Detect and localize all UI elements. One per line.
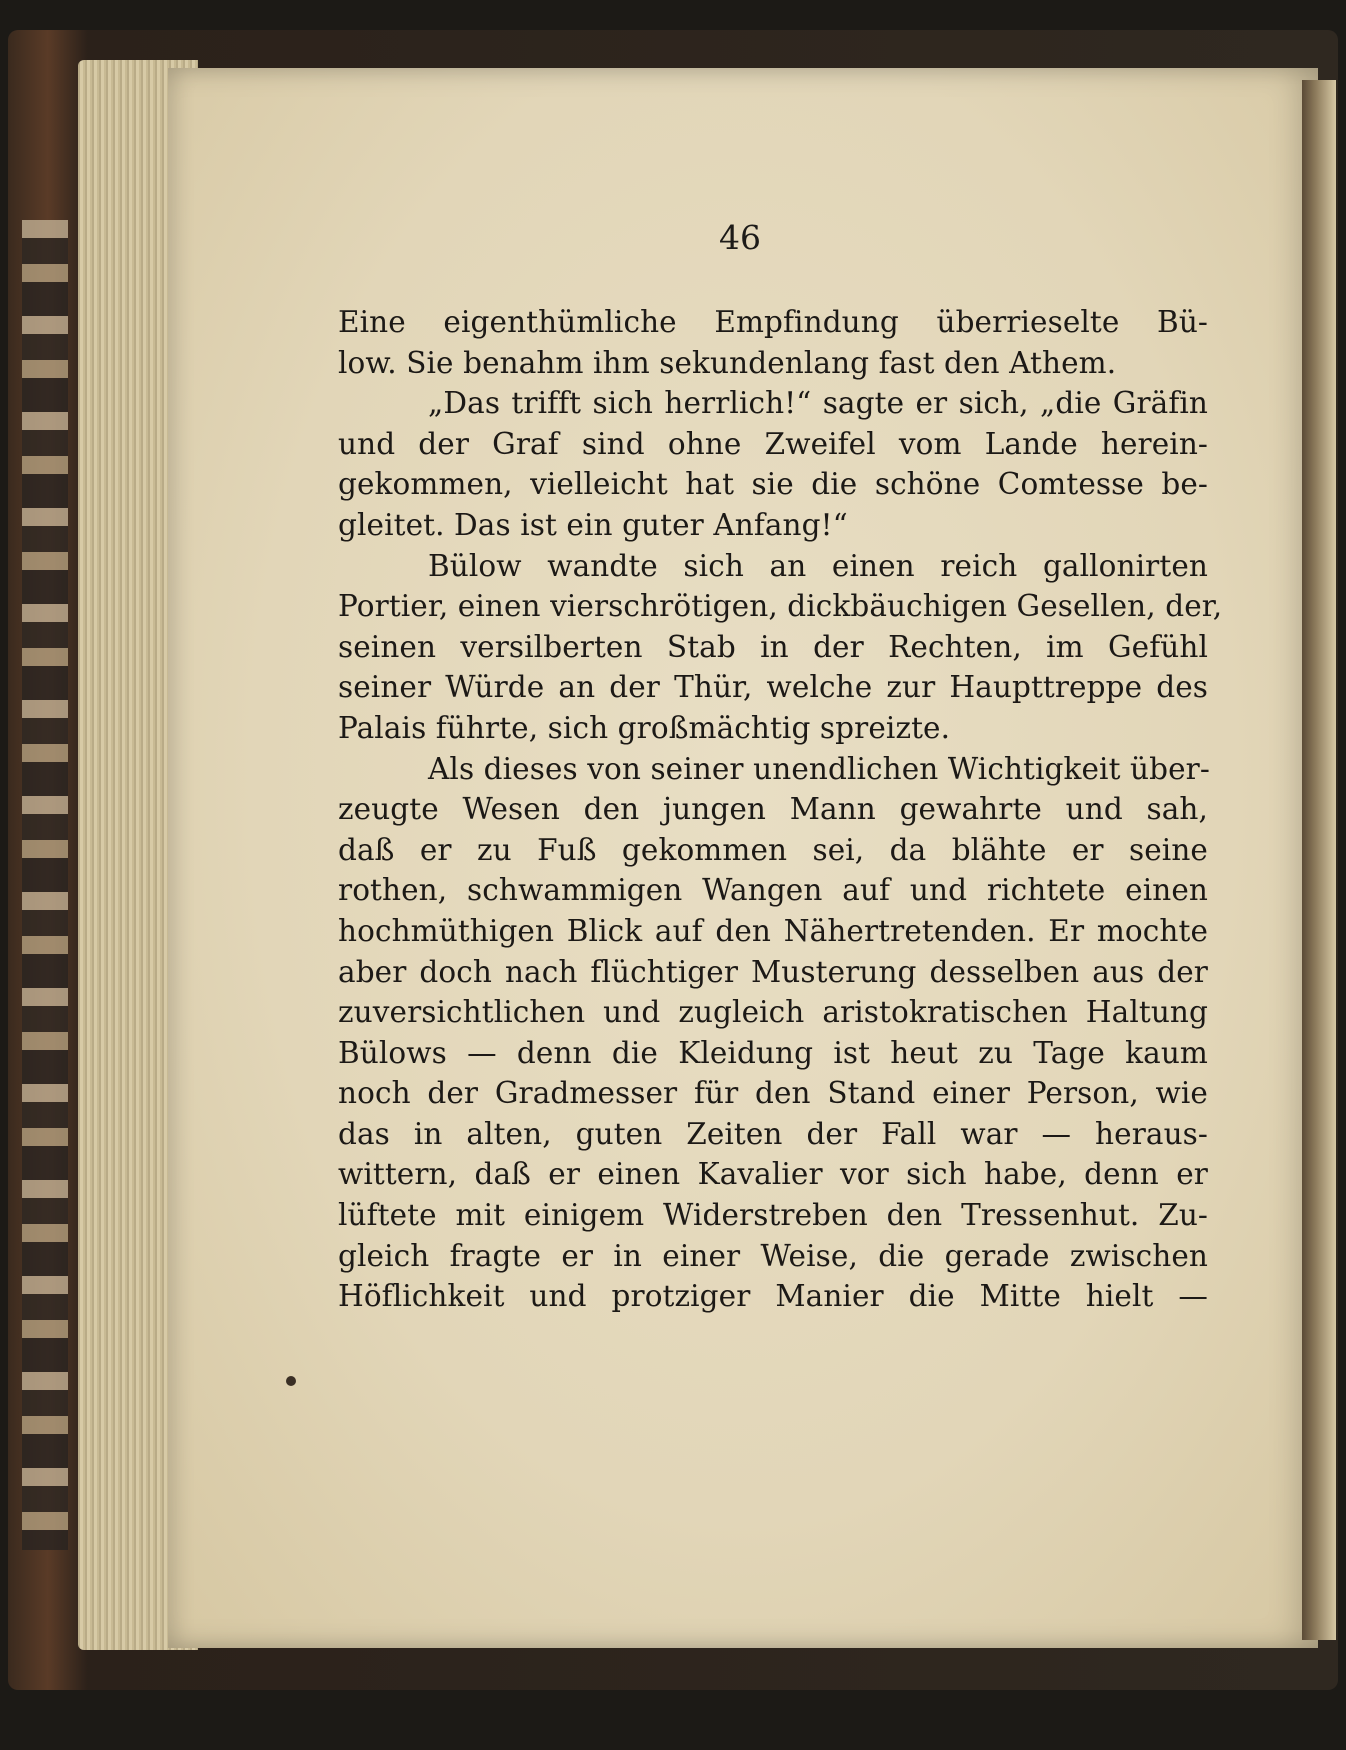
- body-text: [338, 302, 1223, 1317]
- text-line: Bülow wandte sich an einen reich gallonirten: [428, 548, 1208, 583]
- text-line: low. Sie benahm ihm sekundenlang fast den Athem.: [338, 345, 1117, 380]
- ink-speck: [286, 1376, 296, 1386]
- text-line: das in alten, guten Zeiten der Fall war — heraus-: [338, 1116, 1208, 1151]
- text-line: Als dieses von seiner unendlichen Wichtigkeit über-: [428, 751, 1210, 786]
- text-line: Eine eigenthümliche Empfindung überrieselte Bü-: [338, 305, 1208, 339]
- text-line: gleich fragte er in einer Weise, die gerade zwischen: [338, 1238, 1208, 1273]
- text-line: Bülows — denn die Kleidung ist heut zu Tage kaum: [338, 1035, 1208, 1070]
- text-line: zeugte Wesen den jungen Mann gewahrte und sah,: [338, 792, 1208, 827]
- page-number: 46: [719, 218, 761, 257]
- text-line: „Das trifft sich herrlich!“ sagte er sich, „die Gräfin: [428, 386, 1208, 421]
- text-line: und der Graf sind ohne Zweifel vom Lande herein-: [338, 426, 1208, 461]
- text-line: daß er zu Fuß gekommen sei, da blähte er seine: [338, 832, 1208, 867]
- text-line: seinen versilberten Stab in der Rechten, im Gefühl: [338, 629, 1208, 664]
- text-line: Höflichkeit und protziger Manier die Mitte hielt —: [338, 1279, 1208, 1314]
- text-line: wittern, daß er einen Kavalier vor sich habe, denn er: [338, 1157, 1208, 1192]
- spine-binding: [22, 220, 68, 1550]
- text-line: rothen, schwammigen Wangen auf und richtete einen: [338, 873, 1208, 908]
- text-line: noch der Gradmesser für den Stand einer Person, wie: [338, 1076, 1208, 1111]
- text-line: Palais führte, sich großmächtig spreizte.: [338, 710, 951, 745]
- text-line: zuversichtlichen und zugleich aristokratischen Haltung: [338, 995, 1208, 1030]
- text-line: hochmüthigen Blick auf den Nähertretenden. Er mochte: [338, 913, 1208, 948]
- text-line: aber doch nach flüchtiger Musterung desselben aus der: [338, 954, 1208, 989]
- text-line: Portier, einen vierschrötigen, dickbäuchigen Gesellen, der,: [338, 589, 1223, 624]
- text-line: lüftete mit einigem Widerstreben den Tressenhut. Zu-: [338, 1198, 1208, 1233]
- text-line: gleitet. Das ist ein guter Anfang!“: [338, 507, 848, 542]
- text-line: seiner Würde an der Thür, welche zur Haupttreppe des: [338, 670, 1208, 705]
- page-gutter: [1302, 80, 1336, 1640]
- text-line: gekommen, vielleicht hat sie die schöne Comtesse be-: [338, 467, 1208, 502]
